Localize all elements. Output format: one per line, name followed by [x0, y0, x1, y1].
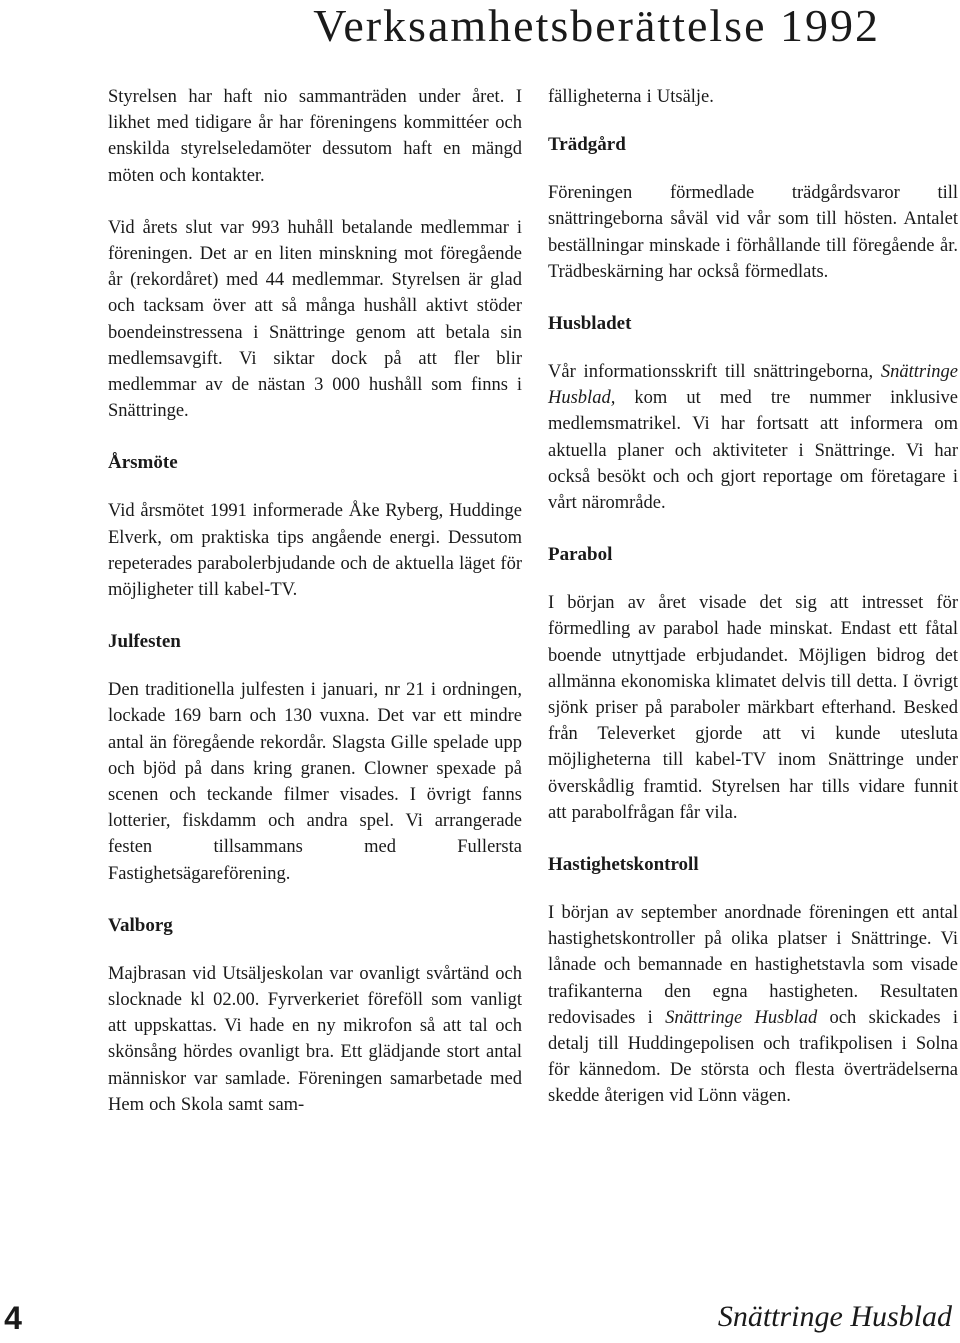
heading-husbladet: Husbladet: [548, 313, 632, 335]
right-column: [548, 84, 958, 1110]
tradgard-paragraph: Föreningen förmedlade trädgårdsvaror till snättringeborna såväl vid vår som till hösten. Antalet beställningar minskade i förhållande till föregående år. Trädbeskärning har också förmedlats.: [548, 183, 958, 282]
heading-arsmote: Årsmöte: [108, 452, 178, 474]
heading-hastighetskontroll: Hastighetskontroll: [548, 854, 699, 876]
continuation-paragraph: fälligheterna i Utsälje.: [548, 87, 714, 107]
hastighet-text-b: och skickades i detalj till Huddingepolisen och trafikpolisen i Solna för kännedom. De största och flesta överträdelserna skedde återigen vid Lönn vägen.: [548, 1007, 958, 1107]
husbladet-text-a: Vår informationsskrift till snättringeborna,: [548, 362, 881, 383]
hastighet-publication-name: Snättringe Husblad: [665, 1007, 818, 1028]
husbladet-publication-name: Snättringe Husblad,: [548, 362, 958, 409]
footer-brand: Snättringe Husblad: [717, 1300, 952, 1333]
parabol-paragraph: I början av året visade det sig att intresset för förmedling av parabol hade minskat. Endast ett fåtal boende utnyttjade erbjudandet. Möjligen bidrog det allmänna ekonomiska klimatet delvis till detta. I övrigt sjönk priser på paraboler märkbart efterhand. Besked från Televerket gjorde att vi kunde utesluta möjligheterna till kabel-TV inom Snättringe under överskådlig framtid. Styrelsen har tills vidare funnit att parabolfrågan får vila.: [548, 593, 958, 823]
intro-paragraph: Styrelsen har haft nio sammanträden under året. I likhet med tidigare år har föreningens kommittéer och enskilda styrelseledamöter dessutom haft en mängd möten och kontakter.: [108, 87, 522, 186]
heading-parabol: Parabol: [548, 544, 613, 566]
husbladet-text-b: kom ut med tre nummer inklusive medlemsmatrikel. Vi har fortsatt att informera om aktuella planer och aktiviteter i Snättringe. Vi har också besökt och och gjort reportage om företagare i vårt närområde.: [548, 388, 958, 514]
page-number: 4: [4, 1300, 22, 1336]
heading-julfesten: Julfesten: [108, 631, 181, 653]
husbladet-paragraph: [548, 359, 958, 516]
julfesten-paragraph: Den traditionella julfesten i januari, nr 21 i ordningen, lockade 169 barn och 130 vuxna. Det var ett mindre antal än föregående rekordår. Slagsta Gille spelade upp och bjöd på dans kring granen. Clowner spexade på scenen och teckande filmer visades. I övrigt fanns lotterier, fiskdamm och andra spel. Vi arrangerade festen tillsammans med Fullersta Fastighetsägareförening.: [108, 680, 522, 884]
left-column: [108, 84, 522, 1118]
page-title: Verksamhetsberättelse 1992: [313, 0, 880, 51]
heading-valborg: Valborg: [108, 914, 173, 936]
arsmote-paragraph: Vid årsmötet 1991 informerade Åke Ryberg, Huddinge Elverk, om praktiska tips angående energi. Dessutom repeterades parabolerbjudande och de aktuella läget för möjligheter till kabel-TV.: [108, 501, 522, 601]
membership-paragraph: Vid årets slut var 993 huhåll betalande medlemmar i föreningen. Det ar en liten minskning mot föregående år (rekordåret) med 44 medlemmar. Styrelsen är glad och tacksam över att så många hushåll aktivt stöder boendeinstressena i Snättringe genom att betala sin medlemsavgift. Vi siktar dock på att fler blir medlemmar av de nästan 3 000 hushåll som finns i Snättringe.: [108, 217, 522, 422]
hastighetskontroll-paragraph: [548, 900, 958, 1110]
valborg-paragraph: Majbrasan vid Utsäljeskolan var ovanligt svårtänd och slocknade kl 02.00. Fyrverkeriet föreföll som vanligt att uppskattas. Vi hade en ny mikrofon så att tal och skönsång hördes ovanligt bra. Ett glädjande stort antal människor var samlade. Föreningen samarbetade med Hem och Skola samt sam-: [108, 963, 522, 1115]
hastighet-text-a: I början av september anordnade föreningen ett antal hastighetskontroller på olika platser i Snättringe. Vi lånade och bemannade en hastighetstavla som visade trafikanterna den egna hastigheten. Resultaten redovisades i: [548, 903, 958, 1028]
heading-tradgard: Trädgård: [548, 134, 626, 156]
